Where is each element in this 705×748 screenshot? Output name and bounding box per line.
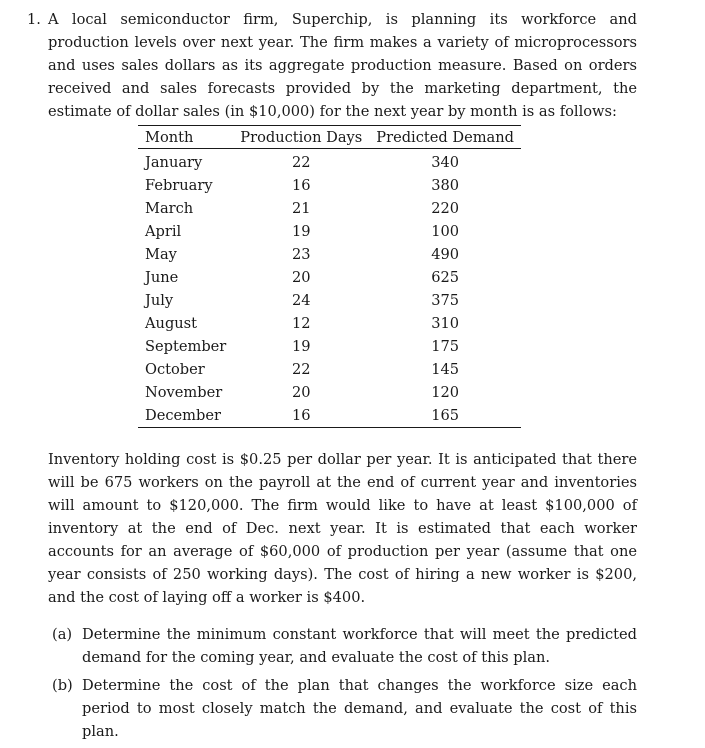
table-row (138, 381, 521, 404)
table-header-row (138, 126, 521, 149)
cell-month: June (145, 269, 179, 286)
table-row (138, 243, 521, 266)
table-row (138, 220, 521, 243)
header-month: Month (138, 126, 233, 149)
cell-month: December (138, 404, 233, 428)
problem-paragraph: Inventory holding cost is $0.25 per dollar per year. It is anticipated that there will be 675 workers on the payroll at the end of current year and inventories will amount to $120,000. The firm would like to have at least $100,000 of inventory at the end of Dec. next year. It is estimated that each worker accounts for an average of $60,000 of production per year (assume that one year consists of 250 working days). The cost of hiring a new worker is $200, and the cost of laying off a worker is $400. (48, 451, 637, 606)
cell-month: February (145, 177, 213, 194)
cell-predicted-demand: 380 (431, 177, 460, 194)
table-row (138, 174, 521, 197)
cell-production-days: 23 (291, 246, 311, 263)
cell-predicted-demand: 120 (431, 384, 460, 401)
cell-predicted-demand: 175 (431, 338, 460, 355)
cell-predicted-demand: 145 (431, 361, 460, 378)
part-a-text: Determine the minimum constant workforce that will meet the predicted demand for the coming year, and evaluate the cost of this plan. (82, 626, 637, 666)
cell-predicted-demand: 100 (431, 223, 460, 240)
header-predicted-demand: Predicted Demand (369, 126, 521, 149)
table-row (138, 266, 521, 289)
cell-predicted-demand: 220 (431, 200, 460, 217)
cell-production-days: 20 (291, 384, 311, 401)
table-row (138, 358, 521, 381)
cell-month: July (145, 292, 174, 309)
cell-production-days: 19 (291, 223, 311, 240)
table-row (138, 289, 521, 312)
cell-production-days: 24 (291, 292, 311, 309)
part-b-text: Determine the cost of the plan that changes the workforce size each period to most closely match the demand, and evaluate the cost of this plan. (82, 677, 637, 740)
cell-month: November (145, 384, 223, 401)
part-b-label: (b) (52, 677, 73, 694)
cell-month: August (145, 315, 198, 332)
table-row (138, 335, 521, 358)
cell-production-days: 16 (233, 404, 369, 428)
cell-predicted-demand: 340 (431, 154, 460, 171)
cell-production-days: 20 (291, 269, 311, 286)
cell-production-days: 22 (291, 361, 311, 378)
cell-month: October (145, 361, 205, 378)
table-body (138, 149, 521, 428)
part-b (52, 674, 637, 743)
cell-month: March (145, 200, 194, 217)
header-production-days: Production Days (233, 126, 369, 149)
cell-predicted-demand: 490 (431, 246, 460, 263)
cell-production-days: 21 (291, 200, 311, 217)
cell-predicted-demand: 625 (431, 269, 460, 286)
problem-number: 1. (27, 11, 41, 28)
part-a (52, 623, 637, 669)
problem-parts (52, 623, 637, 743)
cell-predicted-demand: 165 (369, 404, 521, 428)
cell-month: January (145, 154, 203, 171)
cell-production-days: 22 (291, 154, 311, 171)
cell-predicted-demand: 310 (431, 315, 460, 332)
problem-intro: A local semiconductor firm, Superchip, is planning its workforce and production levels over next year. The firm makes a variety of microprocessors and uses sales dollars as its aggregate production measure. Based on orders received and sales forecasts provided by the marketing department, the estimate of dollar sales (in $10,000) for the next year by month is as follows: (48, 11, 637, 120)
cell-month: April (145, 223, 182, 240)
cell-production-days: 16 (291, 177, 311, 194)
cell-predicted-demand: 375 (431, 292, 460, 309)
cell-production-days: 12 (291, 315, 311, 332)
cell-month: September (145, 338, 227, 355)
cell-month: May (145, 246, 177, 263)
table-row (138, 404, 521, 428)
problem-block (27, 8, 637, 748)
part-a-label: (a) (52, 626, 73, 643)
demand-table (138, 125, 521, 428)
table-row (138, 149, 521, 175)
table-row (138, 197, 521, 220)
cell-production-days: 19 (291, 338, 311, 355)
table-row (138, 312, 521, 335)
